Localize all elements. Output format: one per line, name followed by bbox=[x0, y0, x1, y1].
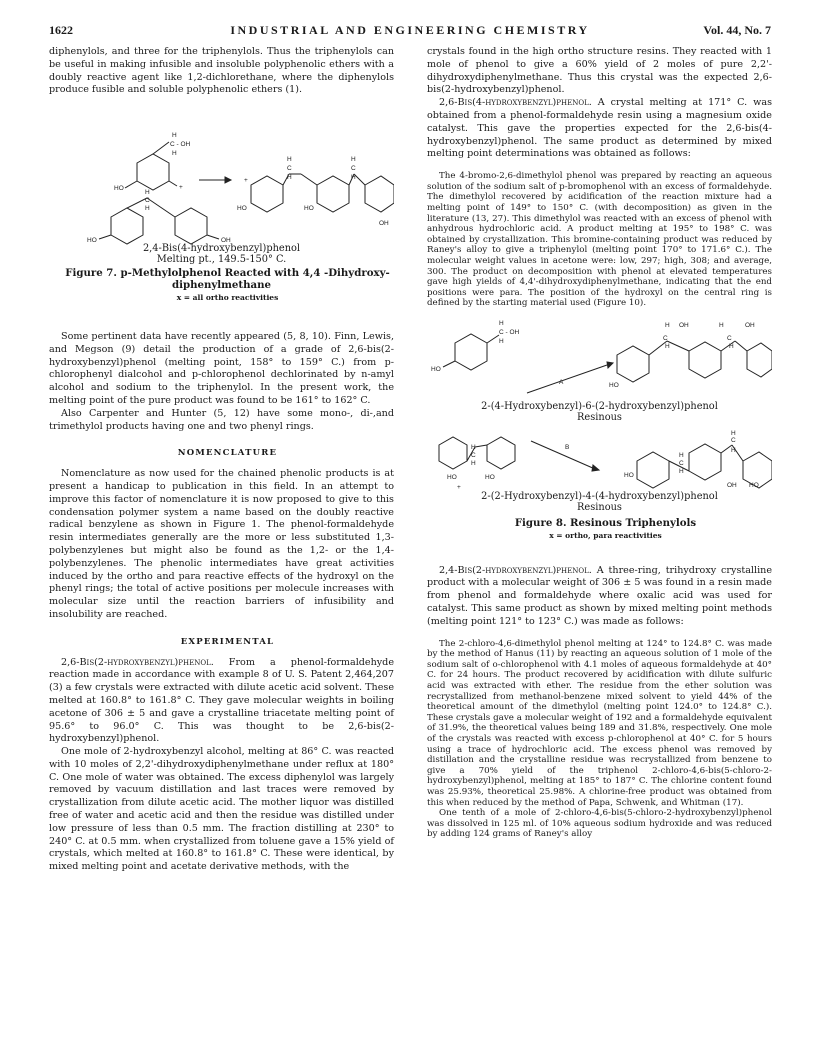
svg-text:C: C bbox=[727, 334, 732, 342]
svg-text:H: H bbox=[351, 174, 356, 182]
svg-text:H: H bbox=[731, 429, 736, 437]
svg-text:HO: HO bbox=[431, 365, 441, 373]
svg-text:H: H bbox=[287, 156, 292, 164]
svg-text:OH: OH bbox=[679, 321, 689, 329]
svg-text:HO: HO bbox=[624, 471, 634, 479]
svg-text:H: H bbox=[471, 459, 476, 467]
svg-text:H: H bbox=[679, 467, 684, 475]
svg-text:+: + bbox=[244, 177, 248, 185]
svg-text:H: H bbox=[145, 205, 150, 213]
arrow-label-b: B bbox=[565, 443, 570, 451]
figure-8-bottom-name: 2-(2-Hydroxybenzyl)-4-(4-hydroxybenzyl)phenol bbox=[481, 490, 718, 502]
page-number: 1622 bbox=[49, 23, 73, 37]
svg-text:+: + bbox=[179, 184, 183, 192]
figure-8-title: Figure 8. Resinous Triphenylols bbox=[514, 516, 697, 529]
page-header bbox=[49, 23, 771, 39]
figure-7-title: Figure 7. p-Methylolphenol Reacted with 4,4 -Dihydroxy-diphenylmethane bbox=[65, 267, 390, 292]
figure-8-bottom-state: Resinous bbox=[577, 501, 622, 513]
figure-8-top-state: Resinous bbox=[577, 411, 622, 423]
svg-text:+: + bbox=[457, 483, 461, 491]
carpenter-paragraph: Also Carpenter and Hunter (5, 12) have some mono-, di-,and trimethylol products having one and two phenyl rings. bbox=[49, 407, 394, 432]
svg-text:HO: HO bbox=[237, 205, 247, 213]
figure-7-subtitle: x = all ortho reactivities bbox=[176, 293, 279, 303]
svg-text:C - OH: C - OH bbox=[170, 141, 191, 149]
figure-8-top-name: 2-(4-Hydroxybenzyl)-6-(2-hydroxybenzyl)phenol bbox=[481, 400, 718, 412]
svg-text:OH: OH bbox=[221, 237, 231, 245]
one-tenth-paragraph: One tenth of a mole of 2-chloro-4,6-bis(5-chloro-2-hydroxybenzyl)phenol was dissolved in 125 ml. of 10% aqueous sodium hydroxide and was reduced by adding 124 grams of Raney's alloy bbox=[427, 808, 772, 840]
pertinent-paragraph: Some pertinent data have recently appeared (5, 8, 10). Finn, Lewis, and Megson (9) detail the production of a grade of 2,6-bis(2-hydroxybenzyl)phenol (melting point, 158° to 159° C.) from p-chlorophenyl dialcohol and p-chlorophenol dechlorinated by n-amyl alcohol and sodium to the triphenylol. In the present work, the melting point of the pure product was found to be 161° to 162° C. bbox=[49, 330, 394, 406]
arrow-label-a: A bbox=[559, 378, 564, 386]
figure-7-diagram bbox=[49, 97, 394, 245]
bis2-body: A three-ring, trihydroxy crystalline product with a molecular weight of 306 ± 5 was found in a resin made from phenol and formaldehyde where oxalic acid was used for catalyst. This same product as shown by mixed melting point methods (melting point 121° to 123° C.) was made as follows: bbox=[427, 564, 772, 627]
svg-text:H: H bbox=[679, 451, 684, 459]
svg-text:H: H bbox=[731, 446, 736, 454]
svg-text:C: C bbox=[351, 165, 356, 173]
figure-7-product-name: 2,4-Bis(4-hydroxybenzyl)phenol bbox=[142, 243, 301, 255]
nomenclature-paragraph: Nomenclature as now used for the chained phenolic products is at present a handicap to publication in this field. In an attempt to improve this factor of nomenclature it is now proposed to give to this condensation polymer system a name based on the doubly reactive radical benzylene as shown in Figure 1. The phenol-formaldehyde resin intermediates generally are the more or less substituted 1,3-polybenzylenes but might also be found as the 1,2- or the 1,4-polybenzylenes. The phenolic intermediates have great activities induced by the ortho and para reactive effects of the hydroxyl on the phenyl rings; the total of active positions per molecule increases with molecular size until the reaction barriers of infusibility and insolubility are reached. bbox=[49, 468, 394, 620]
bis2-run-in-head: 2,4-Bis(2-hydroxybenzyl)phenol. bbox=[439, 564, 592, 576]
svg-text:H: H bbox=[665, 321, 670, 329]
svg-text:H: H bbox=[499, 319, 504, 327]
svg-text:HO: HO bbox=[304, 205, 314, 213]
svg-text:H: H bbox=[719, 321, 724, 329]
svg-text:HO: HO bbox=[609, 381, 619, 389]
svg-text:HO: HO bbox=[749, 481, 759, 489]
experimental-heading: EXPERIMENTAL bbox=[180, 636, 275, 647]
svg-text:OH: OH bbox=[745, 321, 755, 329]
right-column bbox=[427, 46, 772, 840]
intro-paragraph: diphenylols, and three for the triphenylols. Thus the triphenylols can be useful in making infusible and insoluble polyphenolic ethers with a doubly reactive agent like 1,2-dichlorethane, where the diphenylols produce fusible and soluble polyphenolic ethers (1). bbox=[49, 46, 394, 96]
svg-text:HO: HO bbox=[114, 185, 124, 193]
figure-8-subtitle: x = ortho, para reactivities bbox=[549, 530, 662, 540]
figure-8-bottom-diagram bbox=[427, 427, 772, 491]
svg-text:H: H bbox=[287, 174, 292, 182]
figure-7-caption bbox=[49, 243, 394, 265]
svg-text:C - OH: C - OH bbox=[499, 328, 520, 336]
svg-text:C: C bbox=[731, 436, 736, 444]
svg-text:OH: OH bbox=[379, 220, 389, 228]
left-column bbox=[49, 46, 394, 874]
bis4-paragraph bbox=[427, 97, 772, 161]
svg-text:OH: OH bbox=[727, 481, 737, 489]
figure-7-product-mp: Melting pt., 149.5-150° C. bbox=[156, 254, 287, 266]
volume-issue: Vol. 44, No. 7 bbox=[703, 23, 771, 37]
nomenclature-heading: NOMENCLATURE bbox=[177, 448, 278, 459]
chloro-procedure-paragraph: The 2-chloro-4,6-dimethylol phenol melting at 124° to 124.8° C. was made by the method of Hanus (11) by reacting an aqueous solution of 1 mole of the sodium salt of o-chlorophenol with 4.1 moles of aqueous formaldehyde at 40° C. for 24 hours. The product recovered by acidification with dilute sulfuric acid was extracted with ether. The residue from the ether solution was recrystallized from methanol-benzene mixed solvent to yield 44% of the theoretical amount of the dimethylol (melting point 124.0° to 124.8° C.). These crystals gave a molecular weight of 192 and a formaldehyde equivalent of 31.9%, the theoretical values being 189 and 31.8%, respectively. One mole of the crystals was reacted with excess p-chlorophenol at 40° C. for 5 hours using a trace of hydrochloric acid. The excess phenol was removed by distillation and the crystalline residue was recrystallized from benzene to give a 70% yield of the triphenol 2-chloro-4,6-bis(5-chloro-2-hydroxybenzyl)phenol, melting at 185° to 187° C. The chlorine content found was 25.93%, theoretical 25.98%. A chlorine-free product was obtained from this when reduced by the method of Papa, Schwenk, and Whitman (17). bbox=[427, 638, 772, 808]
svg-text:HO: HO bbox=[447, 473, 457, 481]
bromo-procedure-paragraph: The 4-bromo-2,6-dimethylol phenol was prepared by reacting an aqueous solution of the sodium salt of p-bromophenol with an excess of formaldehyde. The dimethylol recovered by acidification of the reaction mixture had a melting point of 149° to 150° C. (with decomposition) as given in the literature (13, 27). This dimethylol was reacted with an excess of phenol with anhydrous hydrochloric acid. A product melting at 195° to 198° C. was obtained by crystallization. This bromine-containing product was reduced by Raney's alloy to give a triphenylol (melting point 170° to 171.6° C.). The molecular weight values in acetone were: low, 297; high, 308; and average, 300. The product on decomposition with phenol at elevated temperatures gave high yields of 4,4'-dihydroxydiphenylmethane, indicating that the end positions were para. The position of the hydroxyl on the central ring is defined by the starting material used (Figure 10). bbox=[427, 171, 772, 309]
journal-title: INDUSTRIAL AND ENGINEERING CHEMISTRY bbox=[230, 23, 590, 37]
experimental-1-body: From a phenol-formaldehyde reaction made in accordance with example 8 of U. S. Patent 2,464,207 (3) a few crystals were extracted with dilute acetic acid solvent. These melted at 160.8° to 161.8° C. They gave molecular weights in boiling acetone of 306 ± 5 and gave a crystalline triacetate melting point of 95.6° to 96.0° C. This was thought to be 2,6-bis(2-hydroxybenzyl)phenol. bbox=[49, 656, 394, 745]
svg-text:H: H bbox=[665, 342, 670, 350]
benzene-ring bbox=[137, 154, 169, 190]
svg-text:C: C bbox=[679, 459, 684, 467]
figure-8-top-diagram bbox=[427, 315, 772, 401]
bis4-body: A crystal melting at 171° C. was obtained from a phenol-formaldehyde resin using a magnesium oxide catalyst. This gave the properties expected for the 2,6-bis(4-hydroxybenzyl)phenol. The same product as determined by mixed melting point determinations was obtained as follows: bbox=[427, 97, 772, 160]
svg-text:H: H bbox=[729, 342, 734, 350]
bis2-paragraph bbox=[427, 565, 772, 629]
svg-text:HO: HO bbox=[485, 473, 495, 481]
bis4-run-in-head: 2,6-Bis(4-hydroxybenzyl)phenol. bbox=[439, 97, 592, 109]
svg-text:H: H bbox=[145, 189, 150, 197]
figure-8-top-caption bbox=[427, 401, 772, 423]
svg-text:H: H bbox=[499, 337, 504, 345]
experimental-1-run-in-head: 2,6-Bis(2-hydroxybenzyl)phenol. bbox=[61, 656, 214, 668]
experimental-paragraph-2: One mole of 2-hydroxybenzyl alcohol, melting at 86° C. was reacted with 10 moles of 2,2'-dihydroxydiphenylmethane under reflux at 180° C. One mole of water was obtained. The excess diphenylol was largely removed by vacuum distillation and last traces were removed by crystallization from dilute acetic acid. The mother liquor was distilled free of water and acetic acid and then the residue was distilled under low pressure of less than 0.5 mm. The fraction distilling at 230° to 240° C. at 0.5 mm. when crystallized from toluene gave a 15% yield of crystals, which melted at 160.8° to 161.8° C. These were identical, by mixed melting point and acetate derivative methods, with the bbox=[49, 746, 394, 873]
svg-text:H: H bbox=[172, 150, 177, 158]
svg-text:H: H bbox=[471, 443, 476, 451]
experimental-paragraph-1 bbox=[49, 657, 394, 747]
svg-text:C: C bbox=[663, 334, 668, 342]
svg-text:H: H bbox=[351, 156, 356, 164]
svg-text:C: C bbox=[145, 197, 150, 205]
continued-paragraph: crystals found in the high ortho structure resins. They reacted with 1 mole of phenol to give a 60% yield of 2 moles of pure 2,2'-dihydroxydiphenylmethane. Thus this crystal was the expected 2,6-bis(2-hydroxybenzyl)phenol. bbox=[427, 46, 772, 96]
svg-text:HO: HO bbox=[87, 237, 97, 245]
figure-8-bottom-caption bbox=[427, 491, 772, 513]
svg-text:C: C bbox=[287, 165, 292, 173]
svg-text:H: H bbox=[172, 132, 177, 140]
svg-text:C: C bbox=[471, 451, 476, 459]
